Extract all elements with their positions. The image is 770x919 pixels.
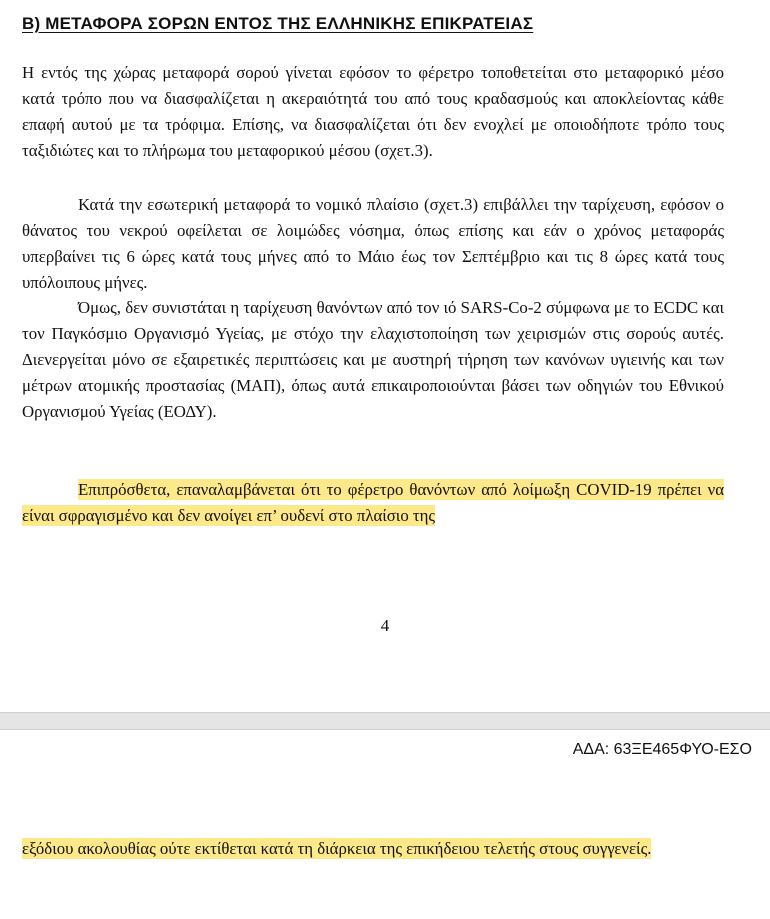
paragraph-transport-conditions <box>22 60 724 164</box>
paragraph-continuation-highlighted <box>22 836 724 862</box>
paragraph-text: Η εντός της χώρας μεταφορά σορού γίνεται εφόσον το φέρετρο τοποθετείται στο μεταφορικό μέσο κατά τρόπο που να διασφαλίζεται η ακεραιότητά του από τους κραδασμούς και αποκλείοντας κάθε επαφή αυτού με τα τρόφιμα. Επίσης, να διασφαλίζεται ότι δεν ενοχλεί με οποιοδήποτε τρόπο τους ταξιδιώτες και το πλήρωμα του μεταφορικού μέσου (σχετ.3). <box>22 63 724 160</box>
section-heading: Β) ΜΕΤΑΦΟΡΑ ΣΟΡΩΝ ΕΝΤΟΣ ΤΗΣ ΕΛΛΗΝΙΚΗΣ ΕΠΙΚΡΑΤΕΙΑΣ <box>22 14 534 33</box>
paragraph-text: Κατά την εσωτερική μεταφορά το νομικό πλαίσιο (σχετ.3) επιβάλλει την ταρίχευση, εφόσον ο θάνατος του νεκρού οφείλεται σε λοιμώδες νόσημα, όπως επίσης και εάν ο χρόνος μεταφοράς υπερβαίνει τις 6 ώρες κατά τους μήνες από το Μάιο έως τον Σεπτέμβριο και τις 8 ώρες κατά τους υπόλοιπους μήνες. <box>22 195 724 292</box>
page-number: 4 <box>380 616 390 635</box>
paragraph-covid-embalming <box>22 295 724 425</box>
highlighted-text: Επιπρόσθετα, επαναλαμβάνεται ότι το φέρετρο θανόντων από λοίμωξη COVID-19 πρέπει να είναι σφραγισμένο και δεν ανοίγει επ’ ουδενί στο πλαίσιο της <box>22 480 724 525</box>
paragraph-text: Όμως, δεν συνιστάται η ταρίχευση θανόντων από τον ιό SARS-Co-2 σύμφωνα με το ECDC και τον Παγκόσμιο Οργανισμό Υγείας, με στόχο την ελαχιστοποίηση των χειρισμών στις σορούς αυτές. Διενεργείται μόνο σε εξαιρετικές περιπτώσεις και με αυστηρή τήρηση των κανόνων υγιεινής και των μέτρων ατομικής προστασίας (ΜΑΠ), όπως αυτά επικαιροποιούνται βάσει των οδηγιών του Εθνικού Οργανισμού Υγείας (ΕΟΔΥ). <box>22 298 724 421</box>
highlighted-text: εξόδιου ακολουθίας ούτε εκτίθεται κατά τη διάρκεια της επικήδειου τελετής στους συγγενείς. <box>22 839 652 858</box>
ada-code: ΑΔΑ: 63ΞΕ465ΦΥΟ-ΕΣΟ <box>572 741 752 758</box>
paragraph-sealed-coffin-highlighted <box>22 477 724 529</box>
page-separator <box>0 712 770 730</box>
paragraph-embalming-rules <box>22 192 724 296</box>
